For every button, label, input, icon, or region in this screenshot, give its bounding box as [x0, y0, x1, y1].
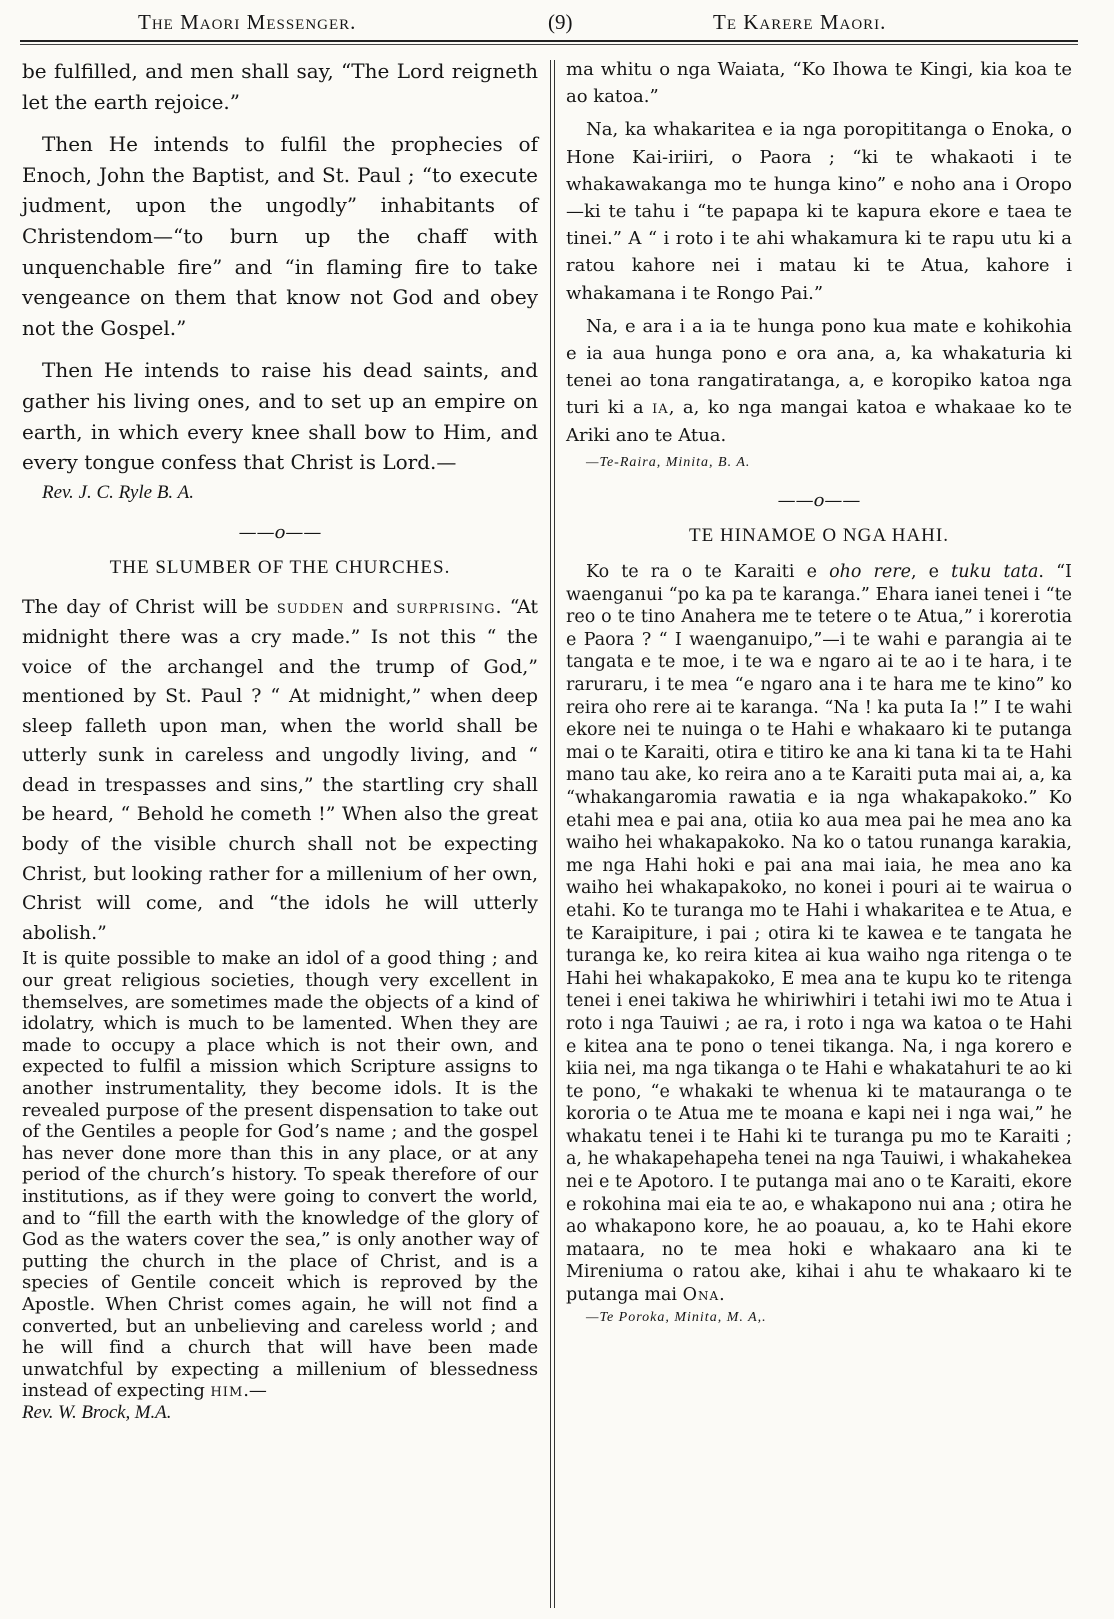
page-header: [18, 6, 1078, 40]
column-divider-inner: [554, 60, 555, 1608]
paragraph: [22, 593, 538, 948]
emphasis: ia: [652, 397, 669, 419]
paragraph: be fulfilled, and men shall say, “The Lord reigneth let the earth rejoice.”: [22, 59, 538, 114]
header-rule-thin: [20, 44, 1078, 45]
paragraph: [22, 948, 538, 1423]
signature: —Te Poroka, Minita, M. A,.: [586, 1309, 767, 1325]
paragraph-text: Na, e ara i a ia te hunga pono kua mate e kohikohia e ia aua hunga pono e ora ana, a, ka whakaturia ki tenei ao tona rangatiratanga, a, e koropiko katoa nga turi ki a: [566, 315, 1072, 419]
article-raira: [566, 56, 1072, 476]
signature: —Te-Raira, Minita, B. A.: [586, 454, 751, 470]
column-divider: [550, 60, 551, 1608]
paragraph: Na, ka whakaritea e ia nga poropititanga o Enoka, o Hone Kai-iriiri, o Paora ; “ki te whakaoti i te whakawakanga mo te hunga kino” e noho ana i Oropo—ki te tahu i “te papapa ki te kapura ekore e taea te tinei.” A “ i roto i te ahi whakamura ki te rapu utu ki a ratou kahore nei i matau ki te Atua, kahore i whakamana i te Rongo Pai.”: [566, 119, 1072, 304]
header-title-english: The Maori Messenger.: [138, 10, 357, 34]
emphasis: him: [210, 1380, 244, 1402]
paragraph-text: Then He intends to raise his dead saints, and gather his living ones, and to set up an empire on earth, in which every knee shall bow to Him, and every tongue confess that Christ is Lord.—: [22, 358, 538, 475]
article-slumber: [22, 557, 538, 1423]
paragraph-text: .—: [243, 1380, 267, 1402]
paragraph-text: Ko te ra o te Karaiti e: [586, 562, 830, 583]
section-divider: ——o——: [777, 490, 861, 512]
signature: Rev. W. Brock, M.A.: [22, 1401, 172, 1423]
paragraph: [566, 313, 1072, 476]
section-divider: ——o——: [238, 522, 322, 544]
paragraph-text: The day of Christ will be: [22, 596, 277, 619]
paragraph-text: and: [344, 596, 397, 619]
emphasis: surprising: [396, 596, 496, 619]
paragraph-text: . “At midnight there was a cry made.” Is not this “ the voice of the archangel and the trump of God,” mentioned by St. Paul ? “ At midnight,” when deep sleep falleth upon man, when the world shall be utterly sunk in careless and ungodly living, and “ dead in trespasses and sins,” the startling cry shall be heard, “ Behold he cometh !” When also the great body of the visible church shall not be expecting Christ, but looking rather for a millenium of her own, Christ will come, and “the idols he will utterly abolish.”: [22, 596, 538, 944]
header-rule: [20, 40, 1078, 42]
maori-column: [566, 56, 1072, 1329]
paragraph: ma whitu o nga Waiata, “Ko Ihowa te Kingi, kia koa te ao katoa.”: [566, 59, 1072, 108]
paragraph: [566, 561, 1072, 1329]
paragraph-text: . “I waenganui “po ka pa te karanga.” Ehara ianei tenei i “te reo o te tino Anahera me te tetere o te Atua,” i korerotia e Paora ? “ I waenganuipo,”—i te wahi e parangia ai te tangata e te moe, i te wa e ngaro ai te ao i te hara, i te raruraru, i te mea “e ngaro ana i te hara me te kino” ko reira oho rere ai te karanga. “Na ! ka puta Ia !” I te wahi ekore nei te nuinga o te Hahi e whakaaro ki te putanga mai o te Karaiti, otira e titiro ke ana ki tana ki ta te Hahi mano tau ake, ko reira ano a te Karaiti puta mai ai, a, ka “whakangaromia rawatia e ia nga whakapakoko.” Ko etahi mea e pai ana, otiia ko aua mea pai he mea ano ka waiho hei whakapakoko. Na ko o tatou runanga karakia, me nga Hahi hoki e pai ana mai iaia, he mea ano ka waiho hei whakapakoko, no konei i pouri ai te wairua o etahi. Ko te turanga mo te Hahi i whakaritea e te Atua, e te Karaipiture, i pai ; otira ki te kawea e te tangata he turanga ke, ko reira kitea ai kua waiho nga ritenga o te Hahi hei whakapakoko, E mea ana te kupu ko te ritenga tenei i enei takiwa he whiriwhiri i tetahi iwi mo te Atua i roto i nga Tauiwi ; ae ra, i roto i nga wa katoa o te Hahi e kitea ana te pono o tenei tikanga. Na, i nga korero e kiia nei, ma nga tikanga o te Hahi e whakatahuri te ao ki te pono, “e whakaki te whenua ki te matauranga o te kororia o te Atua me te moana e kapi nei i nga wai,” he whakatu tenei i te Hahi ki te turanga pu mo te Karaiti ; a, he whakapehapeha tenei na nga Tauiwi, i whakahekea nei e te Apotoro. I te putanga mai ano o te Karaiti, ekore e rokohina mai eia te ao, e whakapono nui ana ; otira he ao whakapono kore, he ao poauau, a, ko te Hahi ekore mataara, no te mea hoki e whakaaro ana ki te Mireniuma o ratou ake, kihai i ahu te whakaaro ki te putanga mai: [566, 562, 1072, 1306]
paragraph-text: .: [719, 1285, 725, 1306]
signature: Rev. J. C. Ryle B. A.: [42, 481, 194, 503]
emphasis: oho rere: [829, 562, 911, 583]
paragraph: [22, 355, 538, 508]
article-title: TE HINAMOE O NGA HAHI.: [688, 525, 949, 547]
article-ryle: [22, 56, 538, 508]
paragraph-text: , a, ko nga mangai katoa e whakaae ko te Ariki ano te Atua.: [566, 397, 1073, 446]
page-number: (9): [548, 10, 573, 34]
header-title-maori: Te Karere Maori.: [713, 10, 887, 34]
paragraph-text: , e: [910, 562, 952, 583]
article-title: THE SLUMBER OF THE CHURCHES.: [109, 557, 451, 579]
english-column: [22, 56, 538, 1424]
emphasis: sudden: [276, 596, 345, 619]
emphasis: tuku tata: [951, 562, 1039, 583]
article-hinamoe: [566, 525, 1072, 1329]
emphasis: Ona: [682, 1285, 720, 1306]
paragraph: Then He intends to fulfil the prophecies of Enoch, John the Baptist, and St. Paul ; “to execute judment, upon the ungodly” inhabitants of Christendom—“to burn up the chaff with unquenchable fire” and “in flaming fire to take vengeance on them that know not God and obey not the Gospel.”: [22, 132, 538, 340]
paragraph-text: It is quite possible to make an idol of a good thing ; and our great religious societies, though very excellent in themselves, are sometimes made the objects of a kind of idolatry, which is much to be lamented. When they are made to occupy a place which is not their own, and expected to fulfil a mission which Scripture assigns to another instrumentality, they become idols. It is the revealed purpose of the present dispensation to take out of the Gentiles a people for God’s name ; and the gospel has never done more than this in any place, or at any period of the church’s history. To speak therefore of our institutions, as if they were going to convert the world, and to “fill the earth with the knowledge of the glory of God as the waters cover the sea,” is only another way of putting the church in the place of Christ, and is a species of Gentile conceit which is reproved by the Apostle. When Christ comes again, he will not find a converted, but an unbelieving and careless world ; and he will find a church that will have been made unwatchful by expecting a millenium of blessedness instead of expecting: [22, 948, 538, 1402]
